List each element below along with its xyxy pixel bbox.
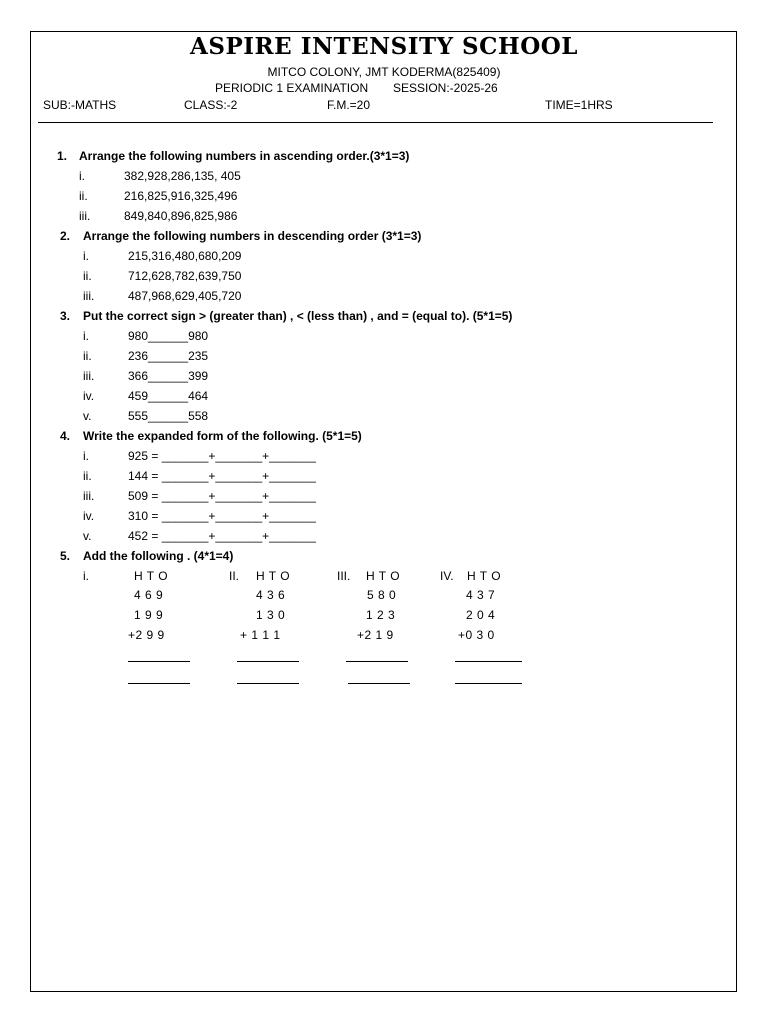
item-text: 366______399 bbox=[128, 369, 209, 383]
item-text: 236______235 bbox=[128, 349, 209, 363]
item-text: 382,928,286,135, 405 bbox=[124, 169, 241, 183]
item-label: iii. bbox=[83, 489, 95, 503]
addend: +2 9 9 bbox=[128, 628, 165, 642]
exam-name: PERIODIC 1 EXAMINATION bbox=[215, 81, 369, 95]
item-text: 216,825,916,325,496 bbox=[124, 189, 238, 203]
item-label: iii. bbox=[83, 289, 95, 303]
time: TIME=1HRS bbox=[545, 98, 613, 112]
item-label: iv. bbox=[83, 509, 95, 523]
item-label: ii. bbox=[83, 469, 92, 483]
addend: + 1 1 1 bbox=[240, 628, 281, 642]
place-value-header: H T O bbox=[366, 569, 401, 583]
item-text: 712,628,782,639,750 bbox=[128, 269, 242, 283]
subject: SUB:-MATHS bbox=[43, 98, 117, 112]
item-text: 509 = _______+_______+_______ bbox=[128, 489, 316, 503]
item-label: i. bbox=[83, 249, 89, 263]
question-number: 5. bbox=[60, 549, 71, 563]
answer-line bbox=[455, 661, 522, 662]
addend: 1 9 9 bbox=[134, 608, 164, 622]
addend: +2 1 9 bbox=[357, 628, 394, 642]
school-address: MITCO COLONY, JMT KODERMA(825409) bbox=[267, 65, 501, 79]
item-text: 144 = _______+_______+_______ bbox=[128, 469, 316, 483]
addition-label: i. bbox=[83, 569, 89, 583]
addend: 4 6 9 bbox=[134, 588, 164, 602]
question-text: Write the expanded form of the following. (5*1=5) bbox=[83, 429, 362, 443]
item-label: i. bbox=[79, 169, 85, 183]
class: CLASS:-2 bbox=[184, 98, 238, 112]
place-value-header: H T O bbox=[256, 569, 291, 583]
answer-line bbox=[455, 683, 522, 684]
item-label: ii. bbox=[79, 189, 88, 203]
question-text: Add the following . (4*1=4) bbox=[83, 549, 234, 563]
item-text: 925 = _______+_______+_______ bbox=[128, 449, 316, 463]
question-text: Put the correct sign > (greater than) , < (less than) , and = (equal to). (5*1=5) bbox=[83, 309, 513, 323]
item-label: v. bbox=[83, 529, 92, 543]
item-label: i. bbox=[83, 329, 89, 343]
addend: 2 0 4 bbox=[466, 608, 496, 622]
item-text: 459______464 bbox=[128, 389, 209, 403]
answer-line bbox=[128, 661, 190, 662]
item-label: v. bbox=[83, 409, 92, 423]
item-text: 555______558 bbox=[128, 409, 209, 423]
answer-line bbox=[128, 683, 190, 684]
question-text: Arrange the following numbers in descending order (3*1=3) bbox=[83, 229, 422, 243]
answer-line bbox=[348, 683, 410, 684]
addend: 1 2 3 bbox=[366, 608, 396, 622]
item-text: 452 = _______+_______+_______ bbox=[128, 529, 316, 543]
addend: +0 3 0 bbox=[458, 628, 495, 642]
item-text: 849,840,896,825,986 bbox=[124, 209, 238, 223]
addend: 5 8 0 bbox=[367, 588, 397, 602]
session: SESSION:-2025-26 bbox=[393, 81, 498, 95]
addition-label: II. bbox=[229, 569, 240, 583]
addend: 4 3 6 bbox=[256, 588, 286, 602]
answer-line bbox=[237, 683, 299, 684]
school-name: ASPIRE INTENSITY SCHOOL bbox=[190, 33, 578, 60]
place-value-header: H T O bbox=[467, 569, 502, 583]
item-text: 215,316,480,680,209 bbox=[128, 249, 242, 263]
item-label: iii. bbox=[79, 209, 91, 223]
addition-label: III. bbox=[337, 569, 351, 583]
addend: 1 3 0 bbox=[256, 608, 286, 622]
item-label: ii. bbox=[83, 269, 92, 283]
item-text: 980______980 bbox=[128, 329, 209, 343]
addition-label: IV. bbox=[440, 569, 454, 583]
item-label: iii. bbox=[83, 369, 95, 383]
item-text: 310 = _______+_______+_______ bbox=[128, 509, 316, 523]
item-text: 487,968,629,405,720 bbox=[128, 289, 242, 303]
question-number: 1. bbox=[57, 149, 68, 163]
question-number: 3. bbox=[60, 309, 71, 323]
answer-line bbox=[237, 661, 299, 662]
full-marks: F.M.=20 bbox=[327, 98, 371, 112]
question-number: 2. bbox=[60, 229, 71, 243]
addend: 4 3 7 bbox=[466, 588, 496, 602]
answer-line bbox=[346, 661, 408, 662]
divider bbox=[38, 122, 713, 123]
item-label: ii. bbox=[83, 349, 92, 363]
question-number: 4. bbox=[60, 429, 71, 443]
question-text: Arrange the following numbers in ascending order.(3*1=3) bbox=[79, 149, 410, 163]
item-label: i. bbox=[83, 449, 89, 463]
place-value-header: H T O bbox=[134, 569, 169, 583]
item-label: iv. bbox=[83, 389, 95, 403]
